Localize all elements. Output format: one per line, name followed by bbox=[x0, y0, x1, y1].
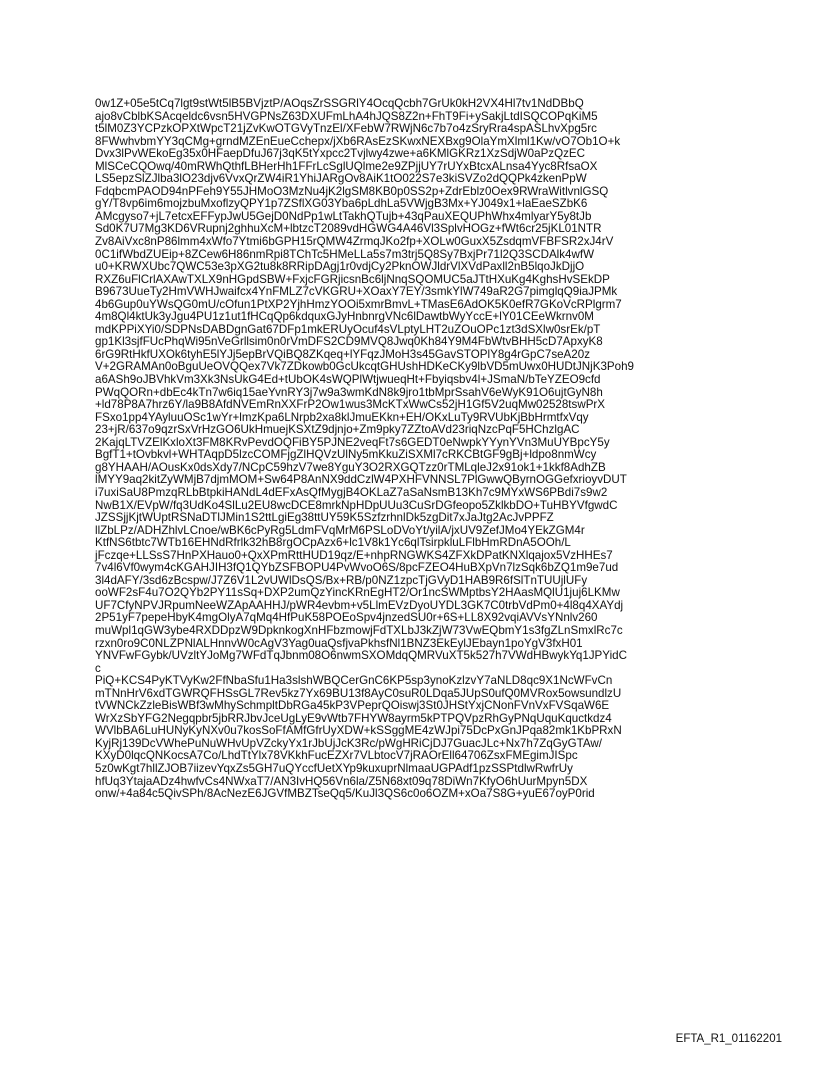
text-line: AMcgyso7+jL7etcxEFFypJwU5GejD0NdPp1wLtTakhQTujb+43qPauXEQUPhWhx4mlyarY5y8tJb bbox=[95, 209, 592, 223]
text-line: a6ASh9oJBVhkVm3Xk3NsUkG4Ed+tUbOK4sWQPlWtjwueqHt+Fbyiqsbv4l+JSmaN/bTeYZEO9cfd bbox=[95, 373, 601, 387]
text-line: Sd0K7U7Mg3KD6VRupnj2ghhuXcM+lbtzcT2089vdHGWG4A46Vl3SplvHOGz+fWt6cr25jKL01NTR bbox=[95, 222, 602, 236]
text-line: Zv8AiVxc8nP86lmm4xWfo7Ytmi6bGPH15rQMW4ZrmqJKo2fp+XOLw0GuxX5ZsdqmVFBFSR2xJ4rV bbox=[95, 235, 614, 249]
text-line: 0w1Z+05e5tCq7lgt9stWt5lB5BVjztP/AOqsZrSSGRlY4OcqQcbh7GrUk0kH2VX4Hl7tv1NdDBbQ bbox=[95, 97, 584, 110]
text-line: 3l4dAFY/3sd6zBcspw/J7Z6V1L2vUWlDsQS/Bx+RB/p0NZ1zpcTjGVyD1HAB9R6fSlTnTUUjlUFy bbox=[95, 573, 588, 587]
text-line: 5z0wKgt7hllZJOB7iizevYqxZs5GH7uQYccfUetXYp9kuxuprNlmaaUGPAdf1pzSSPtdlwRwfrUy bbox=[95, 761, 573, 775]
text-line: 4m8Ql4ktUk3yJgu4PU1z1ut1fHCqQp6kdquxGJyHnbnrgVNc6lDawtbWyYccE+lY01CEeWkrnv0M bbox=[95, 310, 594, 324]
text-line: V+2GRAMAn0oBguUeOVQQex7Vk7ZDkowb0GcUkcqtGHUshHDKeCKy9lbVD5mUwx0HUDtJNjK3Poh9 bbox=[95, 360, 634, 374]
encoded-text-block bbox=[95, 98, 735, 801]
text-line: 4b6Gup0uYWsQG0mU/cOfun1PtXP2YjhHmzYOOi5xmrBmvL+TMasE6AdOK5K0efR7GKoVcRPlgrm7 bbox=[95, 297, 622, 311]
text-line: RXZ6uFlCrlAXAwTXLX9nHGpdSBW+FxjcFGRjicsnBc6ljNnqSQOMUC5aJTtHXuKg4KghsHvSEkDP bbox=[95, 272, 610, 286]
text-line: NwB1X/EVpW/fq3UdKo4SlLu2EU8wcDCE8mrkNpHDpUUu3CuSrDGfeopo5ZklkbDO+TuHBYVfgwdC bbox=[95, 498, 618, 512]
bates-number: EFTA_R1_01162201 bbox=[675, 1033, 782, 1045]
text-line: mTNnHrV6xdTGWRQFHSsGL7Rev5kz7Yx69BU13f8AyC0suR0LDqa5JUpS0ufQ0MVRox5owsundlzU bbox=[95, 686, 622, 700]
text-line: KXyD0lqcQNKocsA7Co/LhdTtYlx78VKkhFucEZXr7VLbtocV7jRAOrEll64706ZsxFMEgimJISpc bbox=[95, 749, 578, 763]
text-line: ooWF2sF4u7O2QYb2PY11sSq+DXP2umQzYincKRnEgHT2/Or1ncSWMptbsY2HAasMQlU1juj6LKMw bbox=[95, 586, 620, 600]
text-line: lMYY9aq2kitZyWMjB7djmMOM+Sw64P8AnNX9ddCzlW4PXHFVNNSL7PlGwwQByrnOGGefxrioyvDUT bbox=[95, 473, 627, 487]
text-line: onw/+4a84c5QivSPh/8AcNezE6JGVfMBZTseQq5/KuJl3QS6c0o6OZM+xOa7S8G+yuE67oyP0rid bbox=[95, 787, 595, 801]
text-line: gY/T8vp6im6mojzbuMxoflzyQPY1p7ZSflXG03Yba6pLdhLa5VWjgB3Mx+YJ049x1+laEaeSZbK6 bbox=[95, 197, 588, 211]
text-line: t5lM0Z3YCPzkOPXtWpcT21jZvKwOTGVyTnzEl/XFebW7RWjN6c7b7o4zSryRra4spASLhvXpg5rc bbox=[95, 122, 597, 136]
text-line: 23+jR/637o9qzrSxVrHzGO6UkHmuejKSXtZ9djnjo+Zm9pky7ZZtoAVd23riqNzcPqF5HChzlgAC bbox=[95, 423, 580, 437]
text-line: B9673UueTy2HmVWHJwaifcx4YnFMLZ7cVKGRU+XOaxY7EY/3smkYlW749aR2G7pimglqQ9iaJPMk bbox=[95, 285, 618, 299]
text-line: WrXzSbYFG2Negqpbr5jbRRJbvJceUgLyE9vWtb7FHYW8ayrm5kPTPQVpzRhGyPNqUquKquctkdz4 bbox=[95, 711, 612, 725]
text-line: KyjRj139DcVWhePuNuWHvUpVZckyYx1rJbUjJcK3Rc/pWgHRiCjDJ7GuacJLc+Nx7h7ZqGyGTAw/ bbox=[95, 736, 602, 750]
text-line: MlSCeCQOwq/40mRWhQthfLBHerHh1FFrLcSglUQlme2e9ZPjjUY7rUYxBtcxALnsa4Yyc8RfsaOX bbox=[95, 159, 598, 173]
text-line: WVlbBA6LuHUNyKyNXv0u7kosSoFfAMfGfrUyXDW+kSSggME4zWJpi75DcPxGnJPqa82mk1KbPRxN bbox=[95, 724, 622, 738]
text-line: jFczqe+LLSsS7HnPXHauo0+QxXPmRttHUD19qz/E+nhpRNGWKS4ZFXkDPatKNXlqajox5VzHHEs7 bbox=[95, 548, 613, 562]
text-line: YNVFwFGybk/UVzltYJoMg7WFdTqJbnm08O6nwmSXOMdqQMRVuXT5k527h7VWdHBwykYq1JPYidC bbox=[95, 649, 627, 663]
text-line: UF7CfyNPVJRpumNeeWZApAAHHJ/pWR4evbm+v5LlmEVzDyoUYDL3GK7C0trbVdPm0+4l8q4XAYdj bbox=[95, 598, 624, 612]
text-line: 8FWwhvbmYY3qCMg+grndMZEnEueCchepx/jXb6RAsEzSKwxNEXBxg9OlaYmXlml1Kw/vO7Ob1O+k bbox=[95, 134, 621, 148]
text-line: llZbLPz/ADHZhlvLCnoe/wBK6cPyRg5LdmFVqMrM6PSLoDVoYt/yilA/jxUV9ZefJMo4YEkZGM4r bbox=[95, 523, 585, 537]
text-line: tVWNCkZzleBisWBf3wMhySchmpltDbRGa45kP3VPeprQOiswj3St0JHStYxjCNonFVnVxFVSqaW6E bbox=[95, 699, 610, 713]
text-line: 0C1ifWbdZUEip+8ZCew6H86nmRpi8TChTc5HMeLLa5s7m3trj5Q8Sy7BxjPr71l2Q3SCDAlk4wfW bbox=[95, 247, 595, 261]
text-line: BgfT1+tOvbkvl+WHTAqpD5lzcCOMFjgZlHQVzUlNy5mKkuZiSXMl7cRKCBtGF9gBj+ldpo8nmWcy bbox=[95, 448, 597, 462]
text-line: rzxn0ro9C0NLZPNlALHnnvW0cAgV3Yag0uaQsfjvaPkhsfNl1BNZ3EkEylJEbayn1poYgV3fxH01 bbox=[95, 636, 583, 650]
text-line: u0+KRWXUbc7QWC53e3pXG2tu8k8RRipDAgj1r0vdjCy2PknOWJldrVlXVdPaxll2nB5lqoJkDjjO bbox=[95, 260, 585, 274]
text-line: c bbox=[95, 661, 101, 675]
text-line: PiQ+KCS4PyKTVyKw2FfNbaSfu1Ha3slshWBQCerGnC6KP5sp3ynoKzlzvY7aNLD8qc9X1NcWFvCn bbox=[95, 674, 613, 688]
text-line: JZSSjjKjtWUptRSNaDTlJMin1S2ttLgiEg38ttUY59K5SzfzrhnlDk5zgDit7xJaJtg2AcJvPPFZ bbox=[95, 511, 554, 525]
text-line: mdKPPiXYi0/SDPNsDABDgnGat67DFp1mkERUyOcuf4sVLptyLHT2uZOuOPc1zt3dSXlw0srEk/pT bbox=[95, 322, 601, 336]
text-line: gp1Kl3sjfFUcPhqWi95nVeGrllsim0n0rVmDFS2CD9MVQ8Jwq0Kh84Y9M4FbWtvBHH5cD7ApxyK8 bbox=[95, 335, 603, 349]
text-line: Dvx3lPvWEkoEg35x0HFaepDfuJ67j3qK5tYxpcc2Tvjlwy4zwe+a6KMlGKRz1XzSdjW0aPzQzEC bbox=[95, 147, 586, 161]
text-line: +ld78P8A7hrz6Y/la9B8AfdNVEmRnXXFrP2Ow1wus3McKTxWwCs52jH1Gf5V2uqMw02528tswPrX bbox=[95, 398, 606, 412]
text-line: 7v4l6Vf0wym4cKGAHJIH3fQ1QYbZSFBOPU4PvWvoO6S/8pcFZEO4HuBXpVn7lzSqk6bZQ1m9e7ud bbox=[95, 561, 619, 575]
text-line: g8YHAAH/AOusKx0dsXdy7/NCpC59hzV7we8YguY3O2RXGQTzz0rTMLqleJ2x91ok1+1kkf8AdhZB bbox=[95, 460, 606, 474]
text-line: ajo8vCblbKSAcqeldc6vsn5HVGPNsZ63DXUFmLhA4hJQS8Z2n+FhT9Fi+ySakjLtdISQCOPqKiM5 bbox=[95, 109, 598, 123]
text-line: 2P51yF7pepeHbyK4mgOlyA7qMq4HfPuK58POEoSpv4jnzedSU0r+6S+LL8X92vqiAVVsYNnlv260 bbox=[95, 611, 598, 625]
text-line: KtfNS6tbtc7WTb16EHNdRfrlk32hB8rgOCpAzx6+lc1V8k1Yc6qlTsirpkluLFlbHmRDnA5OOh/L bbox=[95, 536, 571, 550]
text-line: LS5epzSlZJlba3lO23djv6VvxQrZW4iR1YhiJARgOv8AiK1tO022S7e3kiSVZo2dQQPk4zkenPpW bbox=[95, 172, 587, 186]
text-line: PWqQORn+dbEc4kTn7w6iq15aeYvnRY3j7w9a3wmKdN8k9jro1tbMprSsahV6eWyK91O6ujtGyN8h bbox=[95, 385, 603, 399]
text-line: FdqbcmPAOD94nPFeh9Y55JHMoO3MzNu4jK2lgSM8KB0p0SS2p+ZdrEblz0Oex9RWraWitlvnlGSQ bbox=[95, 184, 609, 198]
text-line: hfUq3YtajaADz4hwfvCs4NWxaT7/AN3IvHQ56Vn6la/Z5N68xt09q78DiWn7KfyO6hUurMpyn5DX bbox=[95, 774, 588, 788]
text-line: FSxo1pp4YAyluuOSc1wYr+lmzKpa6LNrpb2xa8klJmuEKkn+EH/OKxLuTy9RVUbKjBbHrmtfxVqy bbox=[95, 410, 589, 424]
text-line: 2KajqLTVZElKxloXt3FM8KRvPevdOQFiBY5PJNE2veqFt7s6GEDT0eNwpkYYynYVn3MuUYBpcY5y bbox=[95, 435, 610, 449]
text-line: muWpl1qGW3ybe4RXDDpzW9DpknkogXnHFbzmowjFdTXLbJ3kZjW73VwEQbmY1s3fgZLnSmxlRc7c bbox=[95, 623, 623, 637]
text-line: i7uxiSaU8PmzqRLbBtpkiHANdL4dEFxAsQfMygjB4OKLaZ7aSaNsmB13Kh7c9MYxWS6PBdi7s9w2 bbox=[95, 485, 608, 499]
text-line: 6rG9RtHkfUXOk6tyhE5lYJj5epBrVQiBQ8ZKqeq+lYFqzJMoH3s45GavSTOPlY8g4rGpC7seA20z bbox=[95, 347, 590, 361]
